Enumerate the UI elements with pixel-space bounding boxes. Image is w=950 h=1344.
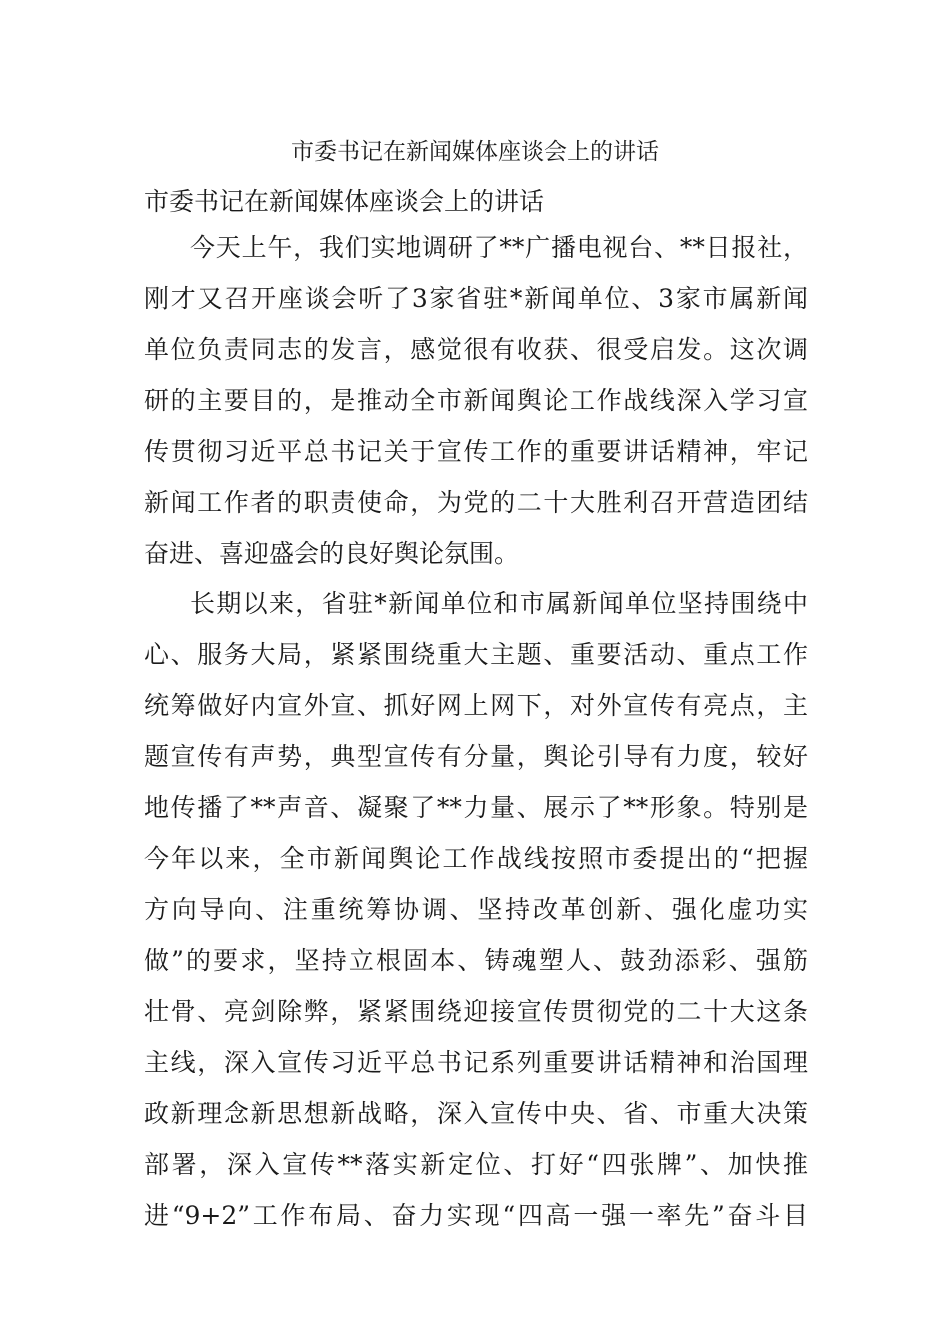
paragraph-line: 方向导向、注重统筹协调、坚持改革创新、强化虚功实 <box>144 895 808 924</box>
paragraph-line: 壮骨、亮剑除弊，紧紧围绕迎接宣传贯彻党的二十大这条 <box>144 997 808 1026</box>
paragraph-line: 研的主要目的，是推动全市新闻舆论工作战线深入学习宣 <box>144 386 808 415</box>
paragraph-line: 进“9+2”工作布局、奋力实现“四高一强一率先”奋斗目 <box>144 1201 808 1230</box>
paragraph-line: 新闻工作者的职责使命，为党的二十大胜利召开营造团结 <box>144 488 808 517</box>
paragraph-2 <box>144 578 808 1241</box>
paragraph-line: 心、服务大局，紧紧围绕重大主题、重要活动、重点工作 <box>144 640 808 669</box>
paragraph-line: 传贯彻习近平总书记关于宣传工作的重要讲话精神，牢记 <box>144 437 808 466</box>
paragraph-line: 奋进、喜迎盛会的良好舆论氛围。 <box>144 539 520 568</box>
paragraph-line: 政新理念新思想新战略，深入宣传中央、省、市重大决策 <box>144 1099 808 1128</box>
paragraph-line: 刚才又召开座谈会听了3家省驻*新闻单位、3家市属新闻 <box>144 284 808 313</box>
paragraph-line: 主线，深入宣传习近平总书记系列重要讲话精神和治国理 <box>144 1048 808 1077</box>
paragraph-line: 做”的要求，坚持立根固本、铸魂塑人、鼓劲添彩、强筋 <box>144 946 808 975</box>
paragraph-line: 今天上午，我们实地调研了**广播电视台、**日报社， <box>190 233 808 262</box>
paragraph-line: 长期以来，省驻*新闻单位和市属新闻单位坚持围绕中 <box>190 589 808 618</box>
paragraph-line: 今年以来，全市新闻舆论工作战线按照市委提出的“把握 <box>144 844 808 873</box>
paragraph-1 <box>144 222 808 579</box>
paragraph-line: 部署，深入宣传**落实新定位、打好“四张牌”、加快推 <box>144 1150 808 1179</box>
paragraph-line: 单位负责同志的发言，感觉很有收获、很受启发。这次调 <box>144 335 808 364</box>
paragraph-line: 地传播了**声音、凝聚了**力量、展示了**形象。特别是 <box>144 793 808 822</box>
document-subtitle: 市委书记在新闻媒体座谈会上的讲话 <box>144 187 545 216</box>
paragraph-line: 题宣传有声势，典型宣传有分量，舆论引导有力度，较好 <box>144 742 808 771</box>
paragraph-line: 统筹做好内宣外宣、抓好网上网下，对外宣传有亮点，主 <box>144 691 808 720</box>
document-title: 市委书记在新闻媒体座谈会上的讲话 <box>291 139 659 165</box>
